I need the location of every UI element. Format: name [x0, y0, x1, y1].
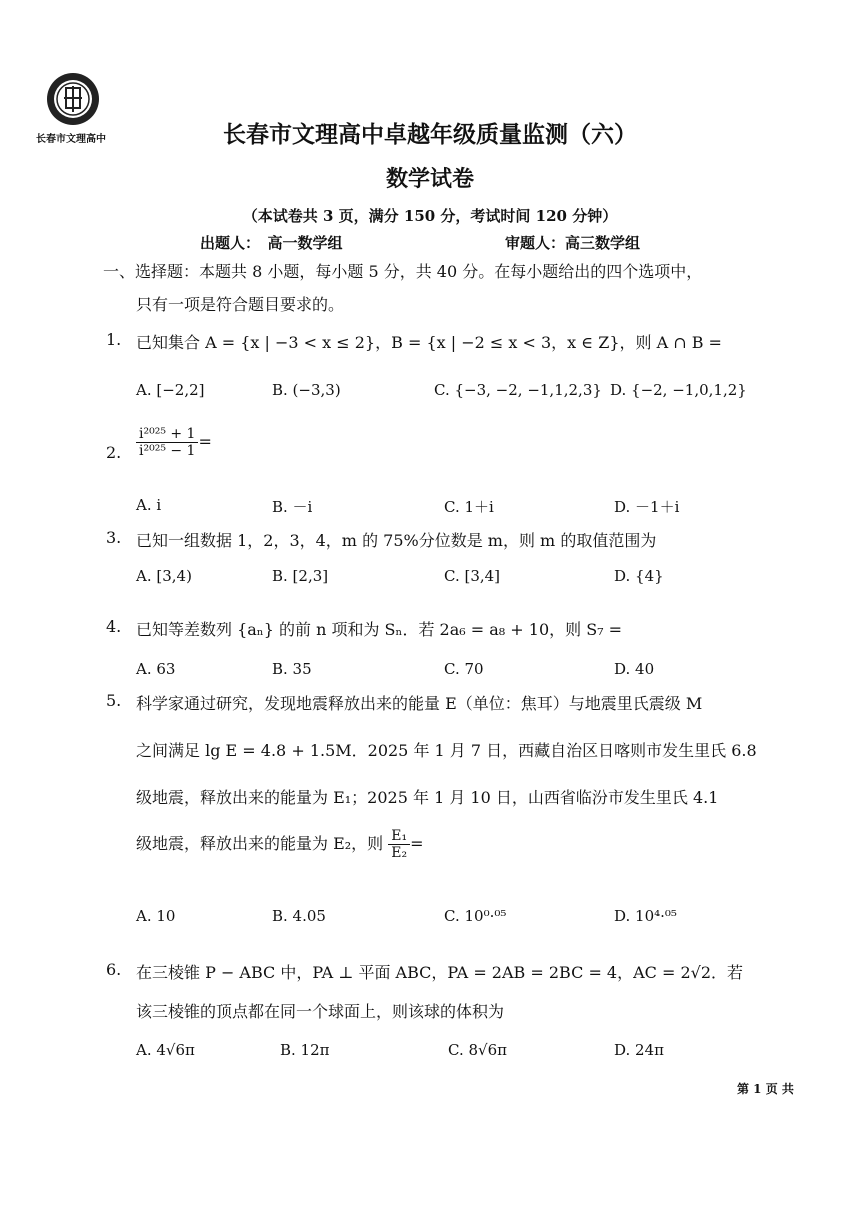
- fraction-denominator: E₂: [391, 845, 408, 861]
- option-d: D. {−2, −1,0,1,2}: [610, 381, 747, 399]
- question-number: 2.: [106, 443, 122, 462]
- question-stem-line3: 级地震，释放出来的能量为 E₁；2025 年 1 月 10 日，山西省临汾市发生里氏 4.1: [136, 788, 719, 807]
- option-b: B. (−3,3): [272, 381, 341, 399]
- equals-sign: =: [410, 834, 424, 853]
- exam-reviewer: 审题人：高三数学组: [505, 234, 641, 252]
- question-stem: 已知集合 A = {x | −3 < x ≤ 2}，B = {x | −2 ≤ x < 3，x ∈ Z}，则 A ∩ B =: [136, 333, 722, 352]
- exam-info: （本试卷共 3 页，满分 150 分，考试时间 120 分钟）: [242, 207, 618, 225]
- option-d: D. 40: [614, 660, 655, 678]
- option-a: A. [3,4): [136, 567, 192, 585]
- option-c: C. 1＋i: [444, 498, 494, 516]
- option-d: D. －1＋i: [614, 498, 680, 516]
- stem-text: 级地震，释放出来的能量为 E₂，则: [136, 834, 384, 853]
- fraction-numerator: E₁: [388, 828, 410, 845]
- fraction: [388, 828, 410, 861]
- exam-subtitle: 数学试卷: [385, 166, 474, 192]
- option-c: C. [3,4]: [444, 567, 501, 585]
- section-heading-line2: 只有一项是符合题目要求的。: [136, 295, 345, 314]
- question-stem-line1: 科学家通过研究，发现地震释放出来的能量 E（单位：焦耳）与地震里氏震级 M: [136, 694, 703, 713]
- question-number: 4.: [106, 617, 122, 636]
- page-footer: 第 1 页 共: [737, 1082, 794, 1096]
- question-stem: 已知等差数列 {aₙ} 的前 n 项和为 Sₙ．若 2a₆ = a₈ + 10，则 S₇ =: [136, 620, 623, 639]
- question-number: 1.: [106, 330, 122, 349]
- option-c: C. 10⁰·⁰⁵: [444, 907, 507, 925]
- question-stem-line2: 该三棱锥的顶点都在同一个球面上，则该球的体积为: [136, 1002, 505, 1021]
- question-stem-line2: 之间满足 lg E = 4.8 + 1.5M．2025 年 1 月 7 日，西藏自治区日喀则市发生里氏 6.8: [136, 741, 757, 760]
- option-a: A. [−2,2]: [136, 381, 205, 399]
- question-stem-line4: [136, 828, 424, 861]
- section-heading: 一、选择题：本题共 8 小题，每小题 5 分，共 40 分。在每小题给出的四个选项中，: [103, 262, 703, 281]
- question-stem: [136, 426, 212, 459]
- option-b: B. －i: [272, 498, 313, 516]
- logo-caption: 长春市文理高中: [36, 134, 106, 145]
- exam-author: 出题人： 高一数学组: [200, 234, 343, 252]
- fraction-denominator: i²⁰²⁵ − 1: [139, 443, 196, 459]
- option-d: D. 24π: [614, 1041, 664, 1059]
- option-b: B. 35: [272, 660, 312, 678]
- question-stem: 已知一组数据 1，2，3，4，m 的 75%分位数是 m，则 m 的取值范围为: [136, 531, 657, 550]
- option-d: D. {4}: [614, 567, 664, 585]
- question-number: 5.: [106, 691, 122, 710]
- exam-title: 长春市文理高中卓越年级质量监测（六）: [223, 121, 637, 148]
- option-b: B. 4.05: [272, 907, 326, 925]
- option-c: C. {−3, −2, −1,1,2,3}: [434, 381, 602, 399]
- option-d: D. 10⁴·⁰⁵: [614, 907, 677, 925]
- option-a: A. 4√6π: [136, 1041, 195, 1059]
- option-b: B. 12π: [280, 1041, 330, 1059]
- option-a: A. 63: [136, 660, 176, 678]
- option-c: C. 70: [444, 660, 484, 678]
- option-a: A. i: [136, 496, 162, 514]
- question-stem-line1: 在三棱锥 P − ABC 中，PA ⊥ 平面 ABC，PA = 2AB = 2BC = 4，AC = 2√2．若: [136, 963, 744, 982]
- equals-sign: =: [198, 432, 212, 451]
- option-b: B. [2,3]: [272, 567, 329, 585]
- question-number: 3.: [106, 528, 122, 547]
- fraction-numerator: i²⁰²⁵ + 1: [136, 426, 198, 443]
- option-c: C. 8√6π: [448, 1041, 507, 1059]
- question-number: 6.: [106, 960, 122, 979]
- option-a: A. 10: [136, 907, 176, 925]
- fraction: [136, 426, 198, 459]
